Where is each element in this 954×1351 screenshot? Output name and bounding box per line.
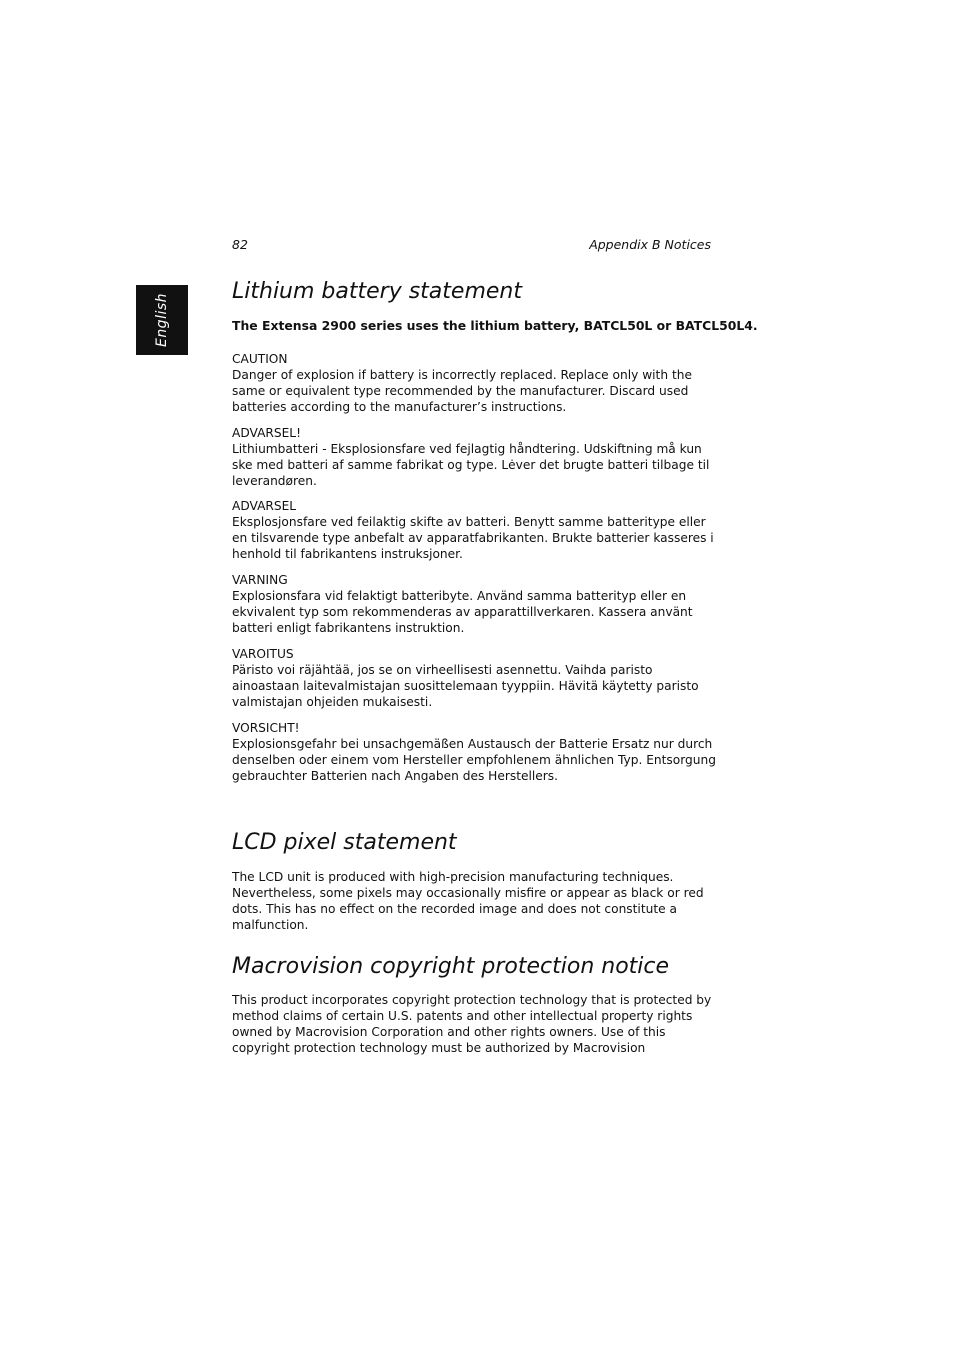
warning-line: batteri enligt fabrikantens instruktion. [232,621,465,635]
page-header [232,237,711,255]
macrovision-body [232,992,722,1056]
warning-line: Danger of explosion if battery is incorrectly replaced. Replace only with the [232,368,692,382]
lcd-pixel-body [232,869,722,933]
warning-line: en tilsvarende type anbefalt av apparatfabrikanten. Brukte batterier kasseres i [232,531,714,545]
warning-line: ekvivalent typ som rekommenderas av apparattillverkaren. Kassera använt [232,605,693,619]
language-tab [136,285,188,355]
running-title: Appendix B Notices [589,237,711,252]
warning-danish [232,425,722,489]
warning-heading: VAROITUS [232,647,294,661]
warning-swedish [232,572,722,636]
macrovision-title: Macrovision copyright protection notice [232,954,670,979]
warning-norwegian [232,498,722,562]
warning-heading: VORSICHT! [232,721,300,735]
warning-line: Eksplosjonsfare ved feilaktig skifte av batteri. Benytt samme batteritype eller [232,515,706,529]
warning-line: Lithiumbatteri - Eksplosionsfare ved fejlagtig håndtering. Udskiftning må kun [232,442,702,456]
body-line: The LCD unit is produced with high-precision manufacturing techniques. [232,870,674,884]
warning-line: ainoastaan laitevalmistajan suosittelemaan tyyppiin. Hävitä käytetty paristo [232,679,699,693]
lcd-pixel-title: LCD pixel statement [232,830,457,855]
warning-line: leverandøren. [232,474,317,488]
warning-line: ske med batteri af samme fabrikat og type. Lėver det brugte batteri tilbage til [232,458,710,472]
body-line: owned by Macrovision Corporation and other rights owners. Use of this [232,1025,666,1039]
page-number: 82 [232,237,248,252]
body-line: malfunction. [232,918,309,932]
body-line: method claims of certain U.S. patents and other intellectual property rights [232,1009,693,1023]
body-line: copyright protection technology must be authorized by Macrovision [232,1041,646,1055]
warning-line: gebrauchter Batterien nach Angaben des Herstellers. [232,769,558,783]
warning-finnish [232,646,722,710]
warning-caution [232,351,722,415]
warning-heading: VARNING [232,573,288,587]
body-line: dots. This has no effect on the recorded image and does not constitute a [232,902,677,916]
body-line: This product incorporates copyright protection technology that is protected by [232,993,712,1007]
warning-line: denselben oder einem vom Hersteller empfohlenem ähnlichen Typ. Entsorgung [232,753,716,767]
language-tab-label: English [154,292,170,348]
warning-heading: CAUTION [232,352,288,366]
body-line: Nevertheless, some pixels may occasionally misfire or appear as black or red [232,886,704,900]
warning-line: henhold til fabrikantens instruksjoner. [232,547,463,561]
warning-line: Explosionsfara vid felaktigt batteribyte. Använd samma batterityp eller en [232,589,687,603]
warning-heading: ADVARSEL! [232,426,301,440]
warning-line: valmistajan ohjeiden mukaisesti. [232,695,433,709]
warning-line: Explosionsgefahr bei unsachgemäßen Austausch der Batterie Ersatz nur durch [232,737,713,751]
warning-line: Päristo voi räjähtää, jos se on virheellisesti asennettu. Vaihda paristo [232,663,653,677]
warning-heading: ADVARSEL [232,499,297,513]
warning-german [232,720,722,784]
warning-line: batteries according to the manufacturer’s instructions. [232,400,567,414]
lithium-battery-title: Lithium battery statement [232,279,522,304]
warning-line: same or equivalent type recommended by the manufacturer. Discard used [232,384,689,398]
lithium-battery-lead: The Extensa 2900 series uses the lithium battery, BATCL50L or BATCL50L4. [232,318,758,333]
